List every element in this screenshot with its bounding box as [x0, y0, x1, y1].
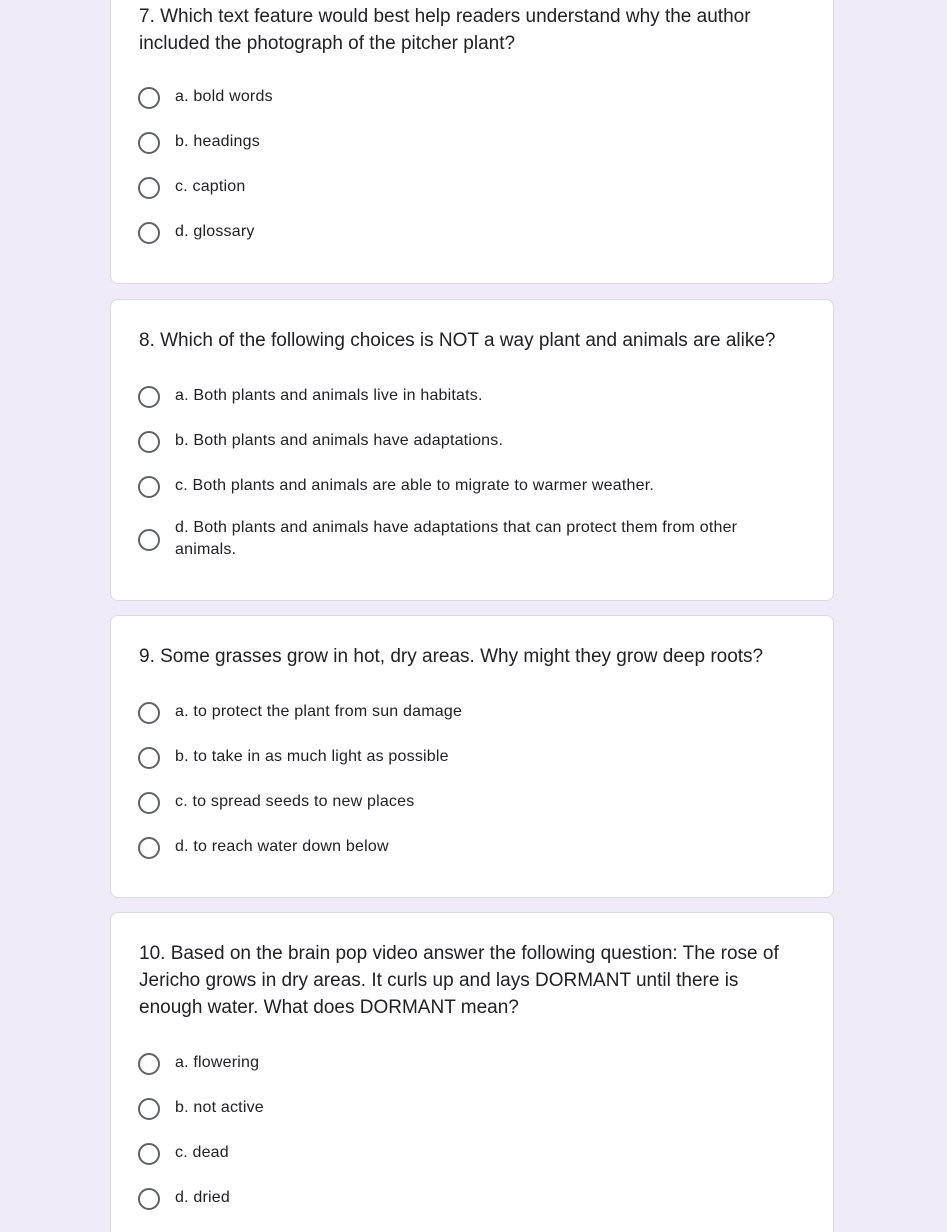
radio-unchecked-icon[interactable] — [138, 222, 160, 244]
option-10d[interactable] — [137, 1179, 797, 1219]
question-text-10: 10. Based on the brain pop video answer the following question: The rose of Jericho grows in dry areas. It curls up and lays DORMANT until there is enough water. What does DORMANT mean? — [139, 943, 779, 1018]
option-8b[interactable] — [137, 422, 797, 462]
option-label: c. caption — [175, 178, 246, 195]
question-text-8: 8. Which of the following choices is NOT a way plant and animals are alike? — [139, 330, 776, 351]
radio-unchecked-icon[interactable] — [138, 1188, 160, 1210]
option-8d[interactable] — [137, 517, 797, 565]
option-8c[interactable] — [137, 467, 797, 507]
option-10b[interactable] — [137, 1089, 797, 1129]
radio-unchecked-icon[interactable] — [138, 476, 160, 498]
radio-unchecked-icon[interactable] — [138, 386, 160, 408]
radio-unchecked-icon[interactable] — [138, 1098, 160, 1120]
question-card-10 — [110, 912, 834, 1232]
option-9a[interactable] — [137, 693, 797, 733]
option-label: d. Both plants and animals have adaptations that can protect them from other animals. — [175, 519, 738, 558]
option-label: a. to protect the plant from sun damage — [175, 703, 463, 720]
question-card-9 — [110, 615, 834, 898]
question-text-9: 9. Some grasses grow in hot, dry areas. Why might they grow deep roots? — [139, 646, 764, 667]
option-7c[interactable] — [137, 168, 797, 208]
option-label: d. to reach water down below — [175, 838, 389, 855]
radio-unchecked-icon[interactable] — [138, 702, 160, 724]
radio-unchecked-icon[interactable] — [138, 1143, 160, 1165]
radio-unchecked-icon[interactable] — [138, 837, 160, 859]
option-10a[interactable] — [137, 1044, 797, 1084]
radio-unchecked-icon[interactable] — [138, 177, 160, 199]
option-7a[interactable] — [137, 78, 797, 118]
option-label: c. dead — [175, 1144, 229, 1161]
radio-unchecked-icon[interactable] — [138, 1053, 160, 1075]
radio-unchecked-icon[interactable] — [138, 792, 160, 814]
option-9c[interactable] — [137, 783, 797, 823]
option-label: b. not active — [175, 1099, 264, 1116]
radio-unchecked-icon[interactable] — [138, 747, 160, 769]
option-label: a. bold words — [175, 88, 273, 105]
option-9d[interactable] — [137, 828, 797, 868]
question-card-8 — [110, 299, 834, 601]
radio-unchecked-icon[interactable] — [138, 529, 160, 551]
option-label: a. flowering — [175, 1054, 260, 1071]
option-8a[interactable] — [137, 377, 797, 417]
radio-unchecked-icon[interactable] — [138, 132, 160, 154]
option-10c[interactable] — [137, 1134, 797, 1174]
question-card-7 — [110, 0, 834, 284]
question-text-7: 7. Which text feature would best help readers understand why the author included the photograph of the pitcher plant? — [139, 6, 751, 54]
option-label: b. to take in as much light as possible — [175, 748, 449, 765]
radio-unchecked-icon[interactable] — [138, 431, 160, 453]
option-7b[interactable] — [137, 123, 797, 163]
option-9b[interactable] — [137, 738, 797, 778]
option-label: c. Both plants and animals are able to migrate to warmer weather. — [175, 477, 655, 494]
radio-unchecked-icon[interactable] — [138, 87, 160, 109]
option-7d[interactable] — [137, 213, 797, 253]
option-label: a. Both plants and animals live in habitats. — [175, 387, 483, 404]
option-label: d. dried — [175, 1189, 230, 1206]
option-label: b. Both plants and animals have adaptations. — [175, 432, 504, 449]
option-label: d. glossary — [175, 223, 255, 240]
option-label: c. to spread seeds to new places — [175, 793, 415, 810]
option-label: b. headings — [175, 133, 260, 150]
